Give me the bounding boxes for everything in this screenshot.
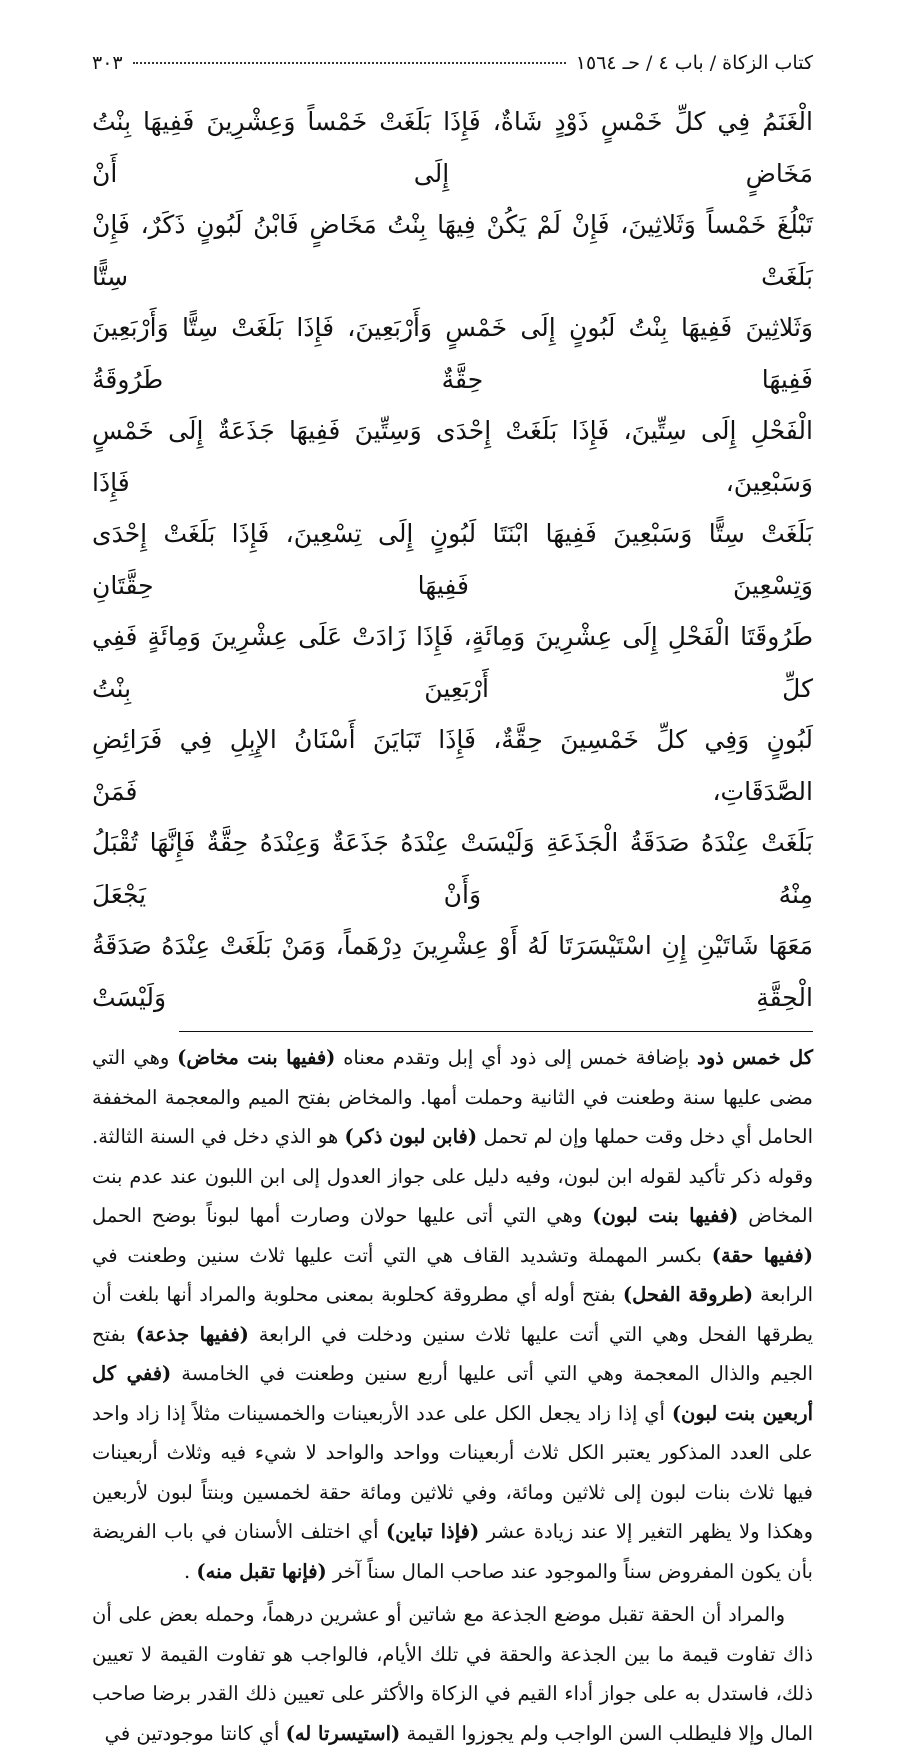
commentary-text: وهي التي أتى عليها حولان وصارت أمها لبوناً بوضح الحمل — [92, 1204, 593, 1227]
bold-term: (فإنها تقبل منه) — [196, 1559, 327, 1583]
hadith-line: طَرُوقَتَا الْفَحْلِ إِلَى عِشْرِينَ وَمِائَةٍ، فَإِذَا زَادَتْ عَلَى عِشْرِينَ وَمِائَةٍ فَفِي كلِّ أَرْبَعِينَ بِنْتُ — [92, 622, 813, 703]
bold-term: (ففي كل أربعين بنت لبون) — [92, 1362, 813, 1425]
hadith-line: الْفَحْلِ إِلَى سِتِّينَ، فَإِذَا بَلَغَتْ إِحْدَى وَسِتِّينَ فَفِيهَا جَذَعَةٌ إِلَى خَمْسٍ وَسَبْعِينَ، فَإِذَا — [92, 416, 813, 497]
page-header — [92, 52, 813, 86]
commentary-text: بفتح أوله أي مطروقة كحلوبة بمعنى محلوبة والمراد أنها بلغت أن يطرقها الفحل وهي التي أتت عليها ثلاث سنين ودخلت في الرابعة — [92, 1283, 813, 1346]
separator-rule — [179, 1031, 813, 1032]
commentary-text: أي اختلف الأسنان في باب الفريضة بأن يكون المفروض سناً والموجود عند صاحب المال سناً آخر — [92, 1520, 813, 1583]
hadith-text — [92, 96, 813, 1023]
hadith-line: تَبْلُغَ خَمْساً وَثَلاثِينَ، فَإِنْ لَمْ يَكُنْ فِيهَا بِنْتُ مَخَاضٍ فَابْنُ لَبُونٍ ذَكَرٌ، فَإِنْ بَلَغَتْ سِتًّا — [92, 210, 813, 291]
commentary — [92, 1038, 813, 1753]
page-number: ٣٠٣ — [92, 52, 123, 74]
hadith-line: لَبُونٍ وَفِي كلِّ خَمْسِينَ حِقَّةٌ، فَإِذَا تَبَايَنَ أَسْنَانُ الإِبِلِ فِي فَرَائِضِ الصَّدَقَاتِ، فَمَنْ — [92, 725, 813, 806]
commentary-text: وهي التي مضى عليها سنة وطعنت في الثانية وحملت أمها. والمخاض بفتح الميم والمعجمة المخففة الحامل أي دخل وقت حملها وإن لم تحمل — [92, 1046, 813, 1148]
bold-term: (فابن لبون ذكر) — [344, 1125, 478, 1148]
bold-term: (ففيها بنت مخاض) — [177, 1046, 336, 1069]
commentary-text: بفتح الجيم والذال المعجمة وهي التي أتى عليها أربع سنين وطعنت في الخامسة — [92, 1322, 813, 1385]
commentary-text: أي إذا زاد يجعل الكل على عدد الأربعينات والخمسينات مثلاً إذا زاد واحد على العدد المذكور يعتبر الكل ثلاث أربعينات وواحد والواحد لا شيء فيه وثلاث أربعينات فيها ثلاث بنات لبون إلى ثلاثين ومائة، وفي ثلاثين ومائة حقة لخمسين وبنتاً لبون لأربعين وهكذا ولا يظهر التغير إلا عند زيادة عشر — [92, 1401, 814, 1543]
commentary-text: هو الذي دخل في السنة الثالثة. وقوله ذكر تأكيد لقوله ابن لبون، وفيه دليل على جواز العدول إلى ابن اللبون عند عدم بنت المخاض — [92, 1125, 813, 1227]
bold-term: (فإذا تباين) — [385, 1520, 480, 1543]
commentary-text: بكسر المهملة وتشديد القاف هي التي أتت عليها ثلاث سنين وطعنت في الرابعة — [92, 1243, 813, 1306]
dotted-leader — [133, 62, 566, 64]
bold-term: (ففيها بنت لبون) — [592, 1204, 739, 1227]
commentary-text: . — [183, 1559, 197, 1583]
commentary-text: أي كانتا موجودتين في — [104, 1721, 286, 1745]
hadith-line: الْغَنَمُ فِي كلِّ خَمْسٍ ذَوْدٍ شَاةٌ، فَإِذَا بَلَغَتْ خَمْساً وَعِشْرِينَ فَفِيهَا بِنْتُ مَخَاضٍ إِلَى أَنْ — [92, 107, 813, 188]
hadith-line: بَلَغَتْ سِتًّا وَسَبْعِينَ فَفِيهَا ابْنَتَا لَبُونٍ إِلَى تِسْعِينَ، فَإِذَا بَلَغَتْ إِحْدَى وَتِسْعِينَ فَفِيهَا حِقَّتَانِ — [92, 519, 813, 600]
bold-term: (ففيها جذعة) — [135, 1322, 249, 1346]
commentary-text: بإضافة خمس إلى ذود أي إبل وتقدم معناه — [335, 1046, 698, 1069]
running-title: كتاب الزكاة / باب ٤ / حـ ١٥٦٤ — [575, 52, 813, 74]
commentary-paragraph-1 — [92, 1038, 813, 1591]
bold-term: كل خمس ذود — [697, 1046, 813, 1069]
bold-term: (طروقة الفحل) — [622, 1283, 754, 1306]
commentary-text: والمراد أن الحقة تقبل موضع الجذعة مع شاتين أو عشرين درهماً، وحمله بعض على أن ذاك تفاوت قيمة ما بين الجذعة والحقة في تلك الأيام، فالواجب هو تفاوت القيمة لا تعيين ذلك، فاستدل به على جواز أداء القيم في الزكاة والأكثر على تعيين ذلك القدر برضا صاحب المال وإلا فليطلب السن الواجب ولم يجوزوا القيمة — [92, 1603, 813, 1745]
hadith-line: وَثَلاثِينَ فَفِيهَا بِنْتُ لَبُونٍ إِلَى خَمْسٍ وَأَرْبَعِينَ، فَإِذَا بَلَغَتْ سِتًّا وَأَرْبَعِينَ فَفِيهَا حِقَّةٌ طَرُوقَةُ — [92, 313, 813, 394]
bold-term: (استيسرتا له) — [285, 1721, 401, 1745]
commentary-paragraph-2 — [92, 1595, 813, 1753]
hadith-line: مَعَهَا شَاتَيْنِ إِنِ اسْتَيْسَرَتَا لَهُ أَوْ عِشْرِينَ دِرْهَماً، وَمَنْ بَلَغَتْ عِنْدَهُ صَدَقَةُ الْحِقَّةِ وَلَيْسَتْ — [92, 931, 813, 1012]
hadith-line: بَلَغَتْ عِنْدَهُ صَدَقَةُ الْجَذَعَةِ وَلَيْسَتْ عِنْدَهُ جَذَعَةٌ وَعِنْدَهُ حِقَّةٌ فَإِنَّهَا تُقْبَلُ مِنْهُ وَأَنْ يَجْعَلَ — [92, 828, 813, 909]
bold-term: (ففيها حقة) — [711, 1243, 813, 1267]
